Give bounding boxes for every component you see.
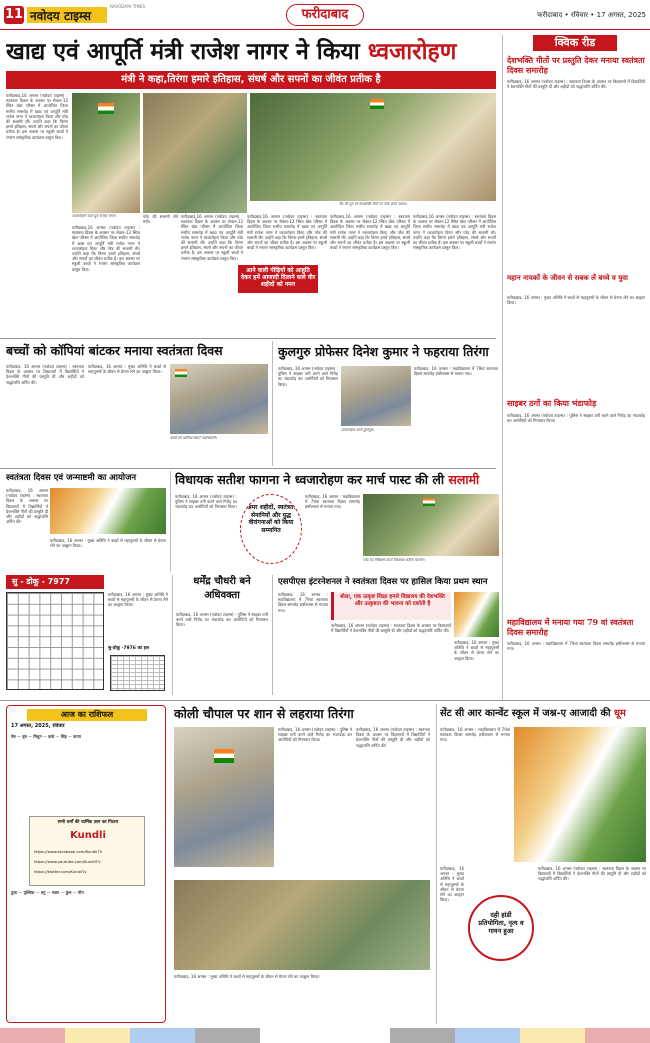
lead-body-col4 — [181, 214, 243, 335]
story2-body: फरीदाबाद, 16 अगस्त (नवोदय टाइम्स) : पुलिस ने साइबर ठगी करने वाले गिरोह का भंडाफोड़ कर आरोपियों को गिरफ्तार किया। — [278, 366, 338, 387]
divider — [172, 575, 173, 695]
story5-body — [176, 612, 268, 692]
story1-body-col2 — [88, 364, 166, 464]
quick-read-sidebar — [502, 35, 646, 700]
quick-read-item1-title: देशभक्ति गीतों पर प्रस्तुति देकर मनाया स्वतंत्रता दिवस समारोह — [507, 55, 645, 75]
rashifal-sign-7: वृश्चिक — [23, 890, 35, 895]
rashifal-sign-10: कुंभ — [65, 890, 72, 895]
story1-caption: बच्चों को कॉपियां बांटते पदाधिकारी। — [170, 436, 217, 440]
rashifal-sign-5: कन्या — [73, 734, 81, 739]
story7-body-col1 — [278, 727, 352, 877]
story3-headline: स्वतंत्रता दिवस एवं जन्माष्टमी का आयोजन — [6, 473, 137, 483]
story7-headline: कोली चौपाल पर शान से लहराया तिरंगा — [174, 706, 354, 721]
lead-body-col5 — [247, 214, 327, 262]
lead-body-col7 — [413, 214, 496, 335]
divider — [436, 704, 437, 1024]
story4-body-col2 — [305, 494, 360, 569]
lead-body-cont: फरीदाबाद,16 अगस्त (नवोदय टाइम्स) : स्वतंत्रता दिवस के अवसर पर सेक्टर-12 स्थित खेल परिसर में आयोजित जिला स्तरीय समारोह में खाद्य एवं आपूर्ति मंत्री राजेश नागर ने ध्वजारोहण किया और परेड की सलामी ली। उन्होंने कहा कि तिरंगा हमारे इतिहास, संघर्ष और सपनों का जीवंत प्रतीक है। इस अवसर पर स्कूली बच्चों ने रंगारंग सांस्कृतिक कार्यक्रम प्रस्तुत किए। — [247, 214, 327, 251]
quick-read-item3-body: फरीदाबाद, 16 अगस्त (नवोदय टाइम्स) : पुलिस ने साइबर ठगी करने वाले गिरोह का भंडाफोड़ कर आरोपियों को गिरफ्तार किया। — [507, 413, 645, 424]
story7-photo-crowd — [174, 880, 430, 970]
lead-body-col1 — [6, 93, 68, 335]
story7-body: फरीदाबाद, 16 अगस्त (नवोदय टाइम्स) : पुलिस ने साइबर ठगी करने वाले गिरोह का भंडाफोड़ कर आरोपियों को गिरफ्तार किया। — [278, 727, 352, 743]
sudoku-answer-label: सु-डोकू -7976 का हल — [108, 646, 150, 651]
rashifal-sign-0: मेष — [11, 734, 16, 739]
rashifal-sign-4: सिंह — [60, 734, 67, 739]
flag-graphic — [175, 369, 187, 377]
rashifal-date: 17 अगस्त, 2025, रविवार — [11, 723, 65, 729]
sudoku-title: सु - डोकू - 7977 — [6, 575, 104, 589]
rashifal-ad — [29, 816, 145, 886]
story4-body: फरीदाबाद, 16 अगस्त (नवोदय टाइम्स) : पुलिस ने साइबर ठगी करने वाले गिरोह का भंडाफोड़ कर आरोपियों को गिरफ्तार किया। — [175, 494, 237, 510]
story7-body: फरीदाबाद, 16 अगस्त (नवोदय टाइम्स) : स्वतंत्रता दिवस के अवसर पर विद्यालयों में विद्यार्थियों ने देशभक्ति गीतों की प्रस्तुति दी और शहीदों को श्रद्धांजलि अर्पित की। — [356, 727, 430, 748]
story6-banner: बोला, एक उत्कृष्ट शिक्षा हमारे विद्यालय की देशभक्ति और उत्कृष्टता की भावना को दर्शाती है — [331, 592, 451, 620]
lead-pullquote: आने वाली पीढ़ियों को आहुति देकर हमें आजादी दिलाने वाले वीर शहीदों को नमन — [238, 265, 318, 293]
rashifal-sign-3: कर्क — [48, 734, 55, 739]
story1-body: फरीदाबाद, 16 अगस्त : मुख्य अतिथि ने बच्चों से महापुरुषों के जीवन से प्रेरणा लेने का आह्वान किया। — [88, 364, 166, 375]
story8-body: फरीदाबाद, 16 अगस्त : महाविद्यालय में 79वां स्वतंत्रता दिवस समारोह हर्षोल्लास से मनाया गया। — [440, 727, 510, 743]
story1-photo — [170, 364, 268, 434]
lead-body-col2 — [72, 225, 140, 335]
flag-graphic — [370, 99, 384, 109]
story2-photo — [341, 366, 411, 426]
page-number: 11 — [4, 7, 24, 22]
story1-body: फरीदाबाद, 16 अगस्त (नवोदय टाइम्स) : स्वतंत्रता दिवस के अवसर पर विद्यालयों में विद्यार्थियों ने देशभक्ति गीतों की प्रस्तुति दी और शहीदों को श्रद्धांजलि अर्पित की। — [6, 364, 84, 385]
story3-body-col2 — [50, 538, 166, 564]
story6-body: फरीदाबाद, 16 अगस्त : महाविद्यालय में 79वां स्वतंत्रता दिवस समारोह हर्षोल्लास से मनाया गया। — [278, 592, 328, 613]
story8-body-col3 — [440, 866, 464, 1021]
lead-photo-salute — [143, 93, 247, 213]
quick-read-item2-body: फरीदाबाद, 16 अगस्त : मुख्य अतिथि ने बच्चों से महापुरुषों के जीवन से प्रेरणा लेने का आह्वान किया। — [507, 295, 645, 306]
lead-body-cont: परेड की सलामी लेते मंत्री। — [143, 214, 178, 225]
story7-body: फरीदाबाद, 16 अगस्त : मुख्य अतिथि ने बच्चों से महापुरुषों के जीवन से प्रेरणा लेने का आह्वान किया। — [174, 974, 320, 979]
story3-body-text: फरीदाबाद, 16 अगस्त : मुख्य अतिथि ने बच्चों से महापुरुषों के जीवन से प्रेरणा लेने का आह्वान किया। — [50, 538, 166, 549]
story8-headline — [440, 704, 646, 724]
story6-body-col1 — [278, 592, 328, 692]
lead-body-cont: फरीदाबाद,16 अगस्त (नवोदय टाइम्स) : स्वतंत्रता दिवस के अवसर पर सेक्टर-12 स्थित खेल परिसर में आयोजित जिला स्तरीय समारोह में खाद्य एवं आपूर्ति मंत्री राजेश नागर ने ध्वजारोहण किया और परेड की सलामी ली। उन्होंने कहा कि तिरंगा हमारे इतिहास, संघर्ष और सपनों का जीवंत प्रतीक है। इस अवसर पर स्कूली बच्चों ने रंगारंग सांस्कृतिक कार्यक्रम प्रस्तुत किए। — [330, 214, 410, 251]
ad-url-youtube[interactable]: https://www.youtube.com/KundliTV — [34, 859, 101, 864]
story6-photo — [454, 592, 499, 637]
story6-body-col2 — [331, 623, 451, 693]
story5-body-text: फरीदाबाद, 16 अगस्त (नवोदय टाइम्स) : पुलिस ने साइबर ठगी करने वाले गिरोह का भंडाफोड़ कर आरोपियों को गिरफ्तार किया। — [176, 612, 268, 628]
lead-headline-highlight: ध्वजारोहण — [367, 38, 457, 65]
rashifal-sign-6: तुला — [11, 890, 18, 895]
lead-body-cont: फरीदाबाद,16 अगस्त (नवोदय टाइम्स) : स्वतंत्रता दिवस के अवसर पर सेक्टर-12 स्थित खेल परिसर में आयोजित जिला स्तरीय समारोह में खाद्य एवं आपूर्ति मंत्री राजेश नागर ने ध्वजारोहण किया और परेड की सलामी ली। उन्होंने कहा कि तिरंगा हमारे इतिहास, संघर्ष और सपनों का जीवंत प्रतीक है। इस अवसर पर स्कूली बच्चों ने रंगारंग सांस्कृतिक कार्यक्रम प्रस्तुत किए। — [413, 214, 496, 251]
sudoku-answer-grid — [110, 655, 165, 691]
quick-read-item1-body: फरीदाबाद, 16 अगस्त (नवोदय टाइम्स) : स्वतंत्रता दिवस के अवसर पर विद्यालयों में विद्यार्थियों ने देशभक्ति गीतों की प्रस्तुति दी और शहीदों को श्रद्धांजलि अर्पित की। — [507, 79, 645, 90]
paper-name: नवोदय टाइम्स — [27, 7, 107, 23]
ad-brand-logo: Kundli — [70, 830, 106, 841]
story2-body-col1 — [278, 366, 338, 466]
lead-subhead: मंत्री ने कहा,तिरंगा हमारे इतिहास, संघर्ष और सपनों का जीवंत प्रतीक है — [6, 71, 496, 89]
ad-tagline: सभी धर्मों की धार्मिक ज्ञान का पिटारा — [57, 820, 119, 825]
sudoku-grid — [6, 592, 104, 690]
story4-headline-highlight: सलामी — [448, 472, 480, 487]
registration-strip — [0, 1028, 650, 1043]
story6-body: फरीदाबाद, 16 अगस्त : मुख्य अतिथि ने बच्चों से महापुरुषों के जीवन से प्रेरणा लेने का आह्वान किया। — [454, 640, 499, 661]
story8-body-col1 — [440, 727, 510, 862]
story8-headline-highlight: धूम — [613, 708, 626, 719]
city-tag: फरीदाबाद — [286, 4, 364, 26]
rashifal-sign-11: मीन — [78, 890, 84, 895]
divider — [272, 341, 273, 466]
quick-read-item4-body: फरीदाबाद, 16 अगस्त : महाविद्यालय में 79वां स्वतंत्रता दिवस समारोह हर्षोल्लास से मनाया गया। — [507, 641, 645, 652]
lead-body-col3 — [143, 214, 178, 276]
rashifal-box — [6, 705, 166, 1023]
lead-body-col6 — [330, 214, 410, 335]
story8-body: फरीदाबाद, 16 अगस्त (नवोदय टाइम्स) : स्वतंत्रता दिवस के अवसर पर विद्यालयों में विद्यार्थियों ने देशभक्ति गीतों की प्रस्तुति दी और शहीदों को श्रद्धांजलि अर्पित की। — [538, 866, 646, 882]
story2-body: फरीदाबाद, 16 अगस्त : महाविद्यालय में 79वां स्वतंत्रता दिवस समारोह हर्षोल्लास से मनाया गया। — [414, 366, 498, 377]
divider — [0, 468, 496, 469]
story6-body-col3 — [454, 640, 499, 693]
story6-headline: एसपीएस इंटरनेशनल ने स्वतंत्रता दिवस पर हासिल किया प्रथम स्थान — [278, 577, 488, 587]
story3-photo — [50, 488, 166, 534]
lead-body: फरीदाबाद,16 अगस्त (नवोदय टाइम्स) : स्वतंत्रता दिवस के अवसर पर सेक्टर-12 स्थित खेल परिसर में आयोजित जिला स्तरीय समारोह में खाद्य एवं आपूर्ति मंत्री राजेश नागर ने ध्वजारोहण किया और परेड की सलामी ली। उन्होंने कहा कि तिरंगा हमारे इतिहास, संघर्ष और सपनों का जीवंत प्रतीक है। इस अवसर पर स्कूली बच्चों ने रंगारंग सांस्कृतिक कार्यक्रम प्रस्तुत किए। — [6, 93, 68, 140]
rashifal-sign-8: धनु — [40, 890, 46, 895]
divider — [272, 575, 273, 695]
rashifal-sign-9: मकर — [51, 890, 60, 895]
ad-url-twitter[interactable]: https://twitter.com/KundliTv — [34, 869, 87, 874]
story2-caption: ध्वजारोहण करते कुलगुरु। — [341, 428, 375, 432]
rashifal-signs-bottom: तुला — वृश्चिक — धनु — मकर — कुंभ — मीन — [11, 890, 84, 895]
lead-body-cont: फरीदाबाद,16 अगस्त (नवोदय टाइम्स) : स्वतंत्रता दिवस के अवसर पर सेक्टर-12 स्थित खेल परिसर में आयोजित जिला स्तरीय समारोह में खाद्य एवं आपूर्ति मंत्री राजेश नागर ने ध्वजारोहण किया और परेड की सलामी ली। उन्होंने कहा कि तिरंगा हमारे इतिहास, संघर्ष और सपनों का जीवंत प्रतीक है। इस अवसर पर स्कूली बच्चों ने रंगारंग सांस्कृतिक कार्यक्रम प्रस्तुत किए। — [181, 214, 243, 261]
lead-headline-text: खाद्य एवं आपूर्ति मंत्री राजेश नागर ने किया — [6, 38, 368, 65]
story8-circle-callout: दही हांडी प्रतियोगिता, नृत्य व गायन हुआ — [468, 895, 534, 961]
story8-body: फरीदाबाद, 16 अगस्त : मुख्य अतिथि ने बच्चों से महापुरुषों के जीवन से प्रेरणा लेने का आह्वान किया। — [440, 866, 464, 903]
story4-headline — [175, 470, 499, 490]
story2-headline: कुलगुरु प्रोफेसर दिनेश कुमार ने फहराया तिरंगा — [278, 344, 489, 359]
lead-photo-caption-1: ध्वजारोहण करते हुए राजेश नागर। — [72, 214, 116, 218]
rashifal-title: आज का राशिफल — [27, 709, 147, 721]
story7-body-col2 — [356, 727, 430, 877]
quick-read-label: क्विक रीड — [533, 35, 617, 51]
story3-body — [6, 488, 48, 564]
rashifal-sign-2: मिथुन — [33, 734, 42, 739]
flag-graphic — [423, 498, 435, 506]
lead-photo-caption-3: बैंड की धुन पर देशभक्ति गीतों पर परेड करते जवान। — [339, 202, 407, 206]
date-line: फरीदाबाद • रविवार • 17 अगस्त, 2025 — [537, 11, 646, 19]
sudoku-instructions — [108, 592, 168, 642]
story1-body-col1 — [6, 364, 84, 464]
rashifal-sign-1: वृष — [22, 734, 27, 739]
story1-headline: बच्चों को कॉपियां बांटकर मनाया स्वतंत्रता दिवस — [6, 343, 223, 358]
story8-headline-text: सेंट सी आर कान्वेंट स्कूल में जश्न-ए आजादी की — [440, 708, 614, 719]
story8-body-col2 — [538, 866, 646, 1021]
story4-headline-text: विधायक सतीश फागना ने ध्वजारोहण कर मार्च पास्ट की ली — [175, 472, 449, 487]
masthead — [0, 0, 650, 30]
story2-body-col2 — [414, 366, 498, 466]
story4-photo — [363, 494, 499, 556]
story6-body: फरीदाबाद, 16 अगस्त (नवोदय टाइम्स) : स्वतंत्रता दिवस के अवसर पर विद्यालयों में विद्यार्थियों ने देशभक्ति गीतों की प्रस्तुति दी और शहीदों को श्रद्धांजलि अर्पित की। — [331, 623, 451, 634]
story7-body-col3 — [174, 974, 430, 1024]
lead-photo-parade — [250, 93, 496, 201]
story3-body-text: फरीदाबाद, 16 अगस्त (नवोदय टाइम्स) : स्वतंत्रता दिवस के अवसर पर विद्यालयों में विद्यार्थियों ने देशभक्ति गीतों की प्रस्तुति दी और शहीदों को श्रद्धांजलि अर्पित की। — [6, 488, 48, 525]
rashifal-signs-top: मेष — वृष — मिथुन — कर्क — सिंह — कन्या — [11, 734, 81, 739]
lead-headline — [6, 35, 496, 69]
quick-read-item4-title: महाविद्यालय में मनाया गया 79 वां स्वतंत्रता दिवस समारोह — [507, 617, 634, 637]
lead-photo-flag-hoisting — [72, 93, 140, 213]
story8-photo — [514, 727, 646, 862]
lead-body-cont: फरीदाबाद,16 अगस्त (नवोदय टाइम्स) : स्वतंत्रता दिवस के अवसर पर सेक्टर-12 स्थित खेल परिसर में आयोजित जिला स्तरीय समारोह में खाद्य एवं आपूर्ति मंत्री राजेश नागर ने ध्वजारोहण किया और परेड की सलामी ली। उन्होंने कहा कि तिरंगा हमारे इतिहास, संघर्ष और सपनों का जीवंत प्रतीक है। इस अवसर पर स्कूली बच्चों ने रंगारंग सांस्कृतिक कार्यक्रम प्रस्तुत किए। — [72, 225, 140, 272]
story4-caption: परेड का निरीक्षण करते विधायक सतीश फागना। — [363, 558, 425, 562]
story7-photo-main — [174, 727, 274, 867]
quick-read-item3-title: साइबर ठगों का किया भंडाफोड़ — [507, 398, 597, 408]
ad-url-facebook[interactable]: https://www.facebook.com/KundliTV — [34, 849, 103, 854]
story5-headline: धर्मेंद्र चौधरी बने अधिवक्ता — [193, 576, 251, 601]
story4-body: फरीदाबाद, 16 अगस्त : महाविद्यालय में 79वां स्वतंत्रता दिवस समारोह हर्षोल्लास से मनाया गया। — [305, 494, 360, 510]
story4-body-col1 — [175, 494, 237, 569]
flag-graphic — [98, 103, 114, 114]
divider — [0, 700, 650, 701]
sudoku-instructions-text: फरीदाबाद, 16 अगस्त : मुख्य अतिथि ने बच्चों से महापुरुषों के जीवन से प्रेरणा लेने का आह्वान किया। — [108, 592, 168, 608]
paper-name-small: NAVODAYA TIMES — [110, 4, 146, 9]
quick-read-item2-title: महान नायकों के जीवन से सबक लें बच्चे व युवा — [507, 273, 628, 282]
divider — [0, 338, 496, 339]
divider — [170, 471, 171, 571]
story4-quote-bubble: अमर शहीदों, स्वतंत्रता सेनानियों और युद्ध वीरांगनाओं को किया सम्मानित — [240, 494, 302, 564]
flag-graphic — [214, 749, 234, 763]
